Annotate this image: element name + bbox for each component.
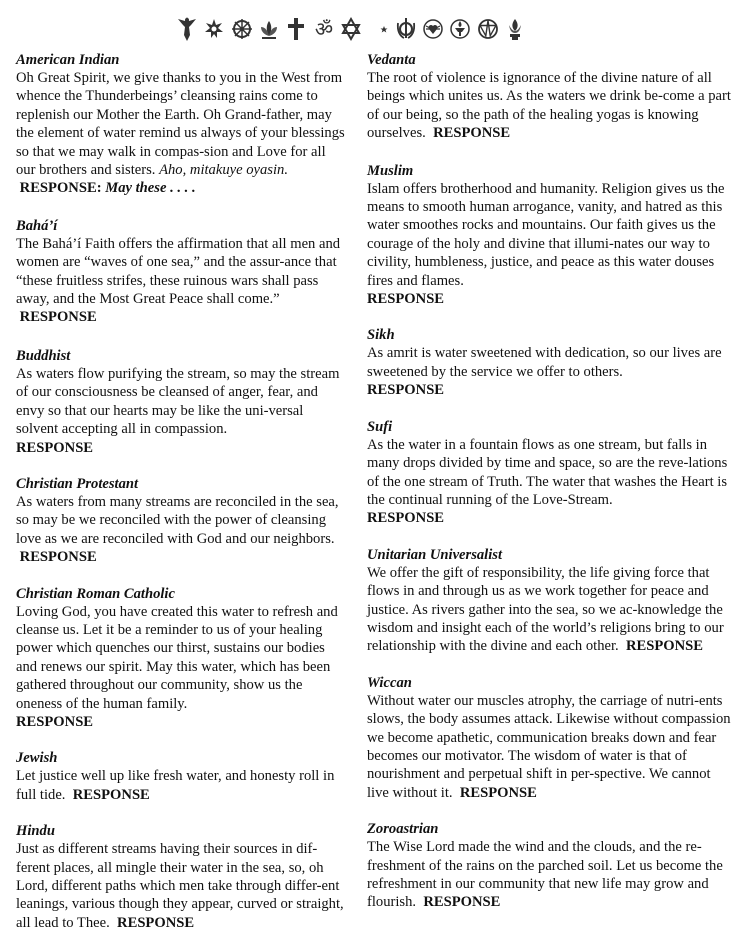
entry-muslim: [367, 163, 732, 309]
faravahar-fire-icon: [504, 15, 526, 43]
prayer-text: The root of violence is ignorance of the divine nature of all beings which unites us. As the waters we drink be-come a part of our being, so the path of the healing yogas is knowing ourselves.: [367, 70, 731, 142]
bahai-star-icon: [203, 15, 225, 43]
svg-text:ॐ: ॐ: [314, 17, 333, 41]
entry-title: Sikh: [367, 327, 395, 344]
entry-text: [16, 493, 348, 567]
response-label: RESPONSE: [367, 510, 445, 527]
response-label: RESPONSE: [367, 382, 445, 399]
entry-title: American Indian: [16, 52, 120, 68]
entry-title: Wiccan: [367, 674, 412, 691]
response-label: RESPONSE: [423, 894, 501, 911]
entry-hindu: [16, 823, 348, 932]
sufi-winged-heart-icon: [422, 15, 444, 43]
entry-text: [16, 235, 348, 327]
prayer-text: As waters flow purifying the stream, so may the stream of our consciousness be cleansed of anger, fear, and envy so that our hearts may be like the uni-versal solvent accepting all in compassion.: [16, 365, 340, 438]
entry-text: [16, 365, 348, 457]
entry-title: Muslim: [367, 162, 414, 179]
entry-title: Unitarian Universalist: [367, 546, 503, 563]
entry-text: [367, 692, 732, 802]
prayer-text: The Wise Lord made the wind and the clouds, and the re-freshment of the rains on the parched soil. Let us become the refreshment in our community that new life may grow and flourish.: [367, 839, 723, 911]
right-column: [367, 52, 732, 912]
prayer-text: Let justice well up like fresh water, and honesty roll in full tide.: [16, 768, 335, 803]
entry-bahai: [16, 218, 348, 327]
entry-unitarian-universalist: [367, 547, 732, 656]
dharma-wheel-icon: [231, 15, 253, 43]
entry-title: Buddhist: [16, 347, 71, 364]
lotus-icon: [258, 15, 280, 43]
entry-american-indian: [16, 52, 348, 198]
entry-text: [367, 344, 732, 399]
prayer-text: As the water in a fountain flows as one stream, but falls in many drops divided by time and space, so are the reve-lations of the one stream of Truth. The water that washes the Heart is the continual running of the Love-Stream.: [367, 436, 728, 508]
flaming-chalice-icon: [449, 15, 471, 43]
response-label: RESPONSE: [625, 638, 704, 655]
entry-jewish: [16, 750, 348, 804]
entry-text: [16, 603, 348, 732]
response-label: RESPONSE: [19, 309, 97, 326]
response-label: RESPONSE: [19, 549, 97, 566]
entry-title: Jewish: [16, 750, 58, 767]
entry-christian-roman-catholic: [16, 586, 348, 732]
entry-wiccan: [367, 675, 732, 802]
response-label: RESPONSE: [367, 291, 445, 308]
interfaith-symbols-row: [176, 12, 526, 46]
entry-title: Vedanta: [367, 52, 416, 68]
entry-text: [16, 767, 348, 804]
entry-text: [367, 69, 732, 143]
response-label: RESPONSE: [16, 713, 94, 730]
entry-title: Sufi: [367, 418, 393, 435]
entry-title: Christian Roman Catholic: [16, 585, 175, 602]
prayer-text: Without water our muscles atrophy, the carriage of nutri-ents slows, the body assumes attack. Likewise without compassion we become apathetic, communication breaks down and fear becomes our motivator. The wisdom of water is that of nourishment and perpetual shift in per-spective. We cannot live without it.: [367, 692, 731, 801]
prayer-text: Just as different streams having their sources in dif-ferent places, all mingle their water in the sea, so, oh Lord, different paths which men take through differ-ent leanings, various though they appear, curved or straight, all lead to Thee.: [16, 841, 344, 931]
entry-sufi: [367, 419, 732, 528]
entry-text: [367, 838, 732, 912]
om-icon: [313, 15, 335, 43]
pentacle-icon: [477, 15, 499, 43]
response-label: RESPONSE:: [19, 180, 102, 197]
entry-text: [367, 564, 732, 656]
entry-buddhist: [16, 348, 348, 457]
entry-text: [367, 436, 732, 528]
prayer-text: We offer the gift of responsibility, the life giving force that flows in and through us as we work together for peace and justice. As rivers gather into the sea, so we ac-knowledge the wisdom and insight each of the world’s religions bring to our relationship with the divine and each other.: [367, 564, 724, 655]
khanda-icon: [395, 15, 417, 43]
star-of-david-icon: [340, 15, 362, 43]
entry-text: [16, 69, 348, 198]
response-label: RESPONSE: [433, 125, 511, 142]
response-tail: May these . . . .: [105, 180, 196, 197]
thunderbird-icon: [176, 15, 198, 43]
prayer-text: Oh Great Spirit, we give thanks to you in the West from whence the Thunderbeings’ cleansing rains come to replenish our Mother the Earth. Oh Grand-father, may the element of water remind us always of your blessings so that we may walk in compas-sion and Love for all our brothers and sisters.: [16, 70, 345, 179]
entry-title: Zoroastrian: [367, 821, 439, 838]
response-label: RESPONSE: [72, 786, 150, 803]
entry-christian-protestant: [16, 476, 348, 567]
crescent-star-icon: [367, 15, 389, 43]
prayer-text: As waters from many streams are reconciled in the sea, so may be we reconciled with the power of cleansing love as we are reconciled with God and our neighbors.: [16, 493, 339, 547]
response-label: RESPONSE: [16, 439, 94, 456]
response-label: RESPONSE: [459, 784, 537, 801]
prayer-italic: Aho, mitakuye oyasin.: [159, 162, 288, 179]
entry-text: [16, 840, 348, 932]
entry-sikh: [367, 327, 732, 399]
entry-zoroastrian: [367, 821, 732, 912]
response-label: RESPONSE: [117, 914, 195, 931]
left-column: [16, 52, 348, 932]
prayer-text: Islam offers brotherhood and humanity. Religion gives us the means to smooth human arrogance, vanity, and hatred as this water smoothes rocks and mountains. Our faith gives us the courage of the holy and divine that illumi-nates our way to civility, humbleness, justice, and peace as this water douses fires and flames.: [367, 180, 725, 289]
cross-icon: [285, 15, 307, 43]
entry-title: Christian Protestant: [16, 475, 139, 492]
prayer-text: Loving God, you have created this water to refresh and cleanse us. Let it be a reminder to us of your healing power which quenches our thirst, sustains our bodies and renews our spirit. May this water, which has been gathered throughout our community, show us the oneness of the human family.: [16, 603, 338, 712]
prayer-text: The Bahá’í Faith offers the affirmation that all men and women are “waves of one sea,” and the assur-ance that “these fruitless strifes, these ruinous wars shall pass away, and the Most Great Peace shall come.”: [16, 235, 341, 308]
entry-text: [367, 180, 732, 309]
entry-vedanta: [367, 52, 732, 143]
entry-title: Bahá’í: [16, 217, 58, 234]
entry-title: Hindu: [16, 823, 55, 840]
prayer-text: As amrit is water sweetened with dedication, so our lives are sweetened by the service we offer to others.: [367, 345, 722, 380]
